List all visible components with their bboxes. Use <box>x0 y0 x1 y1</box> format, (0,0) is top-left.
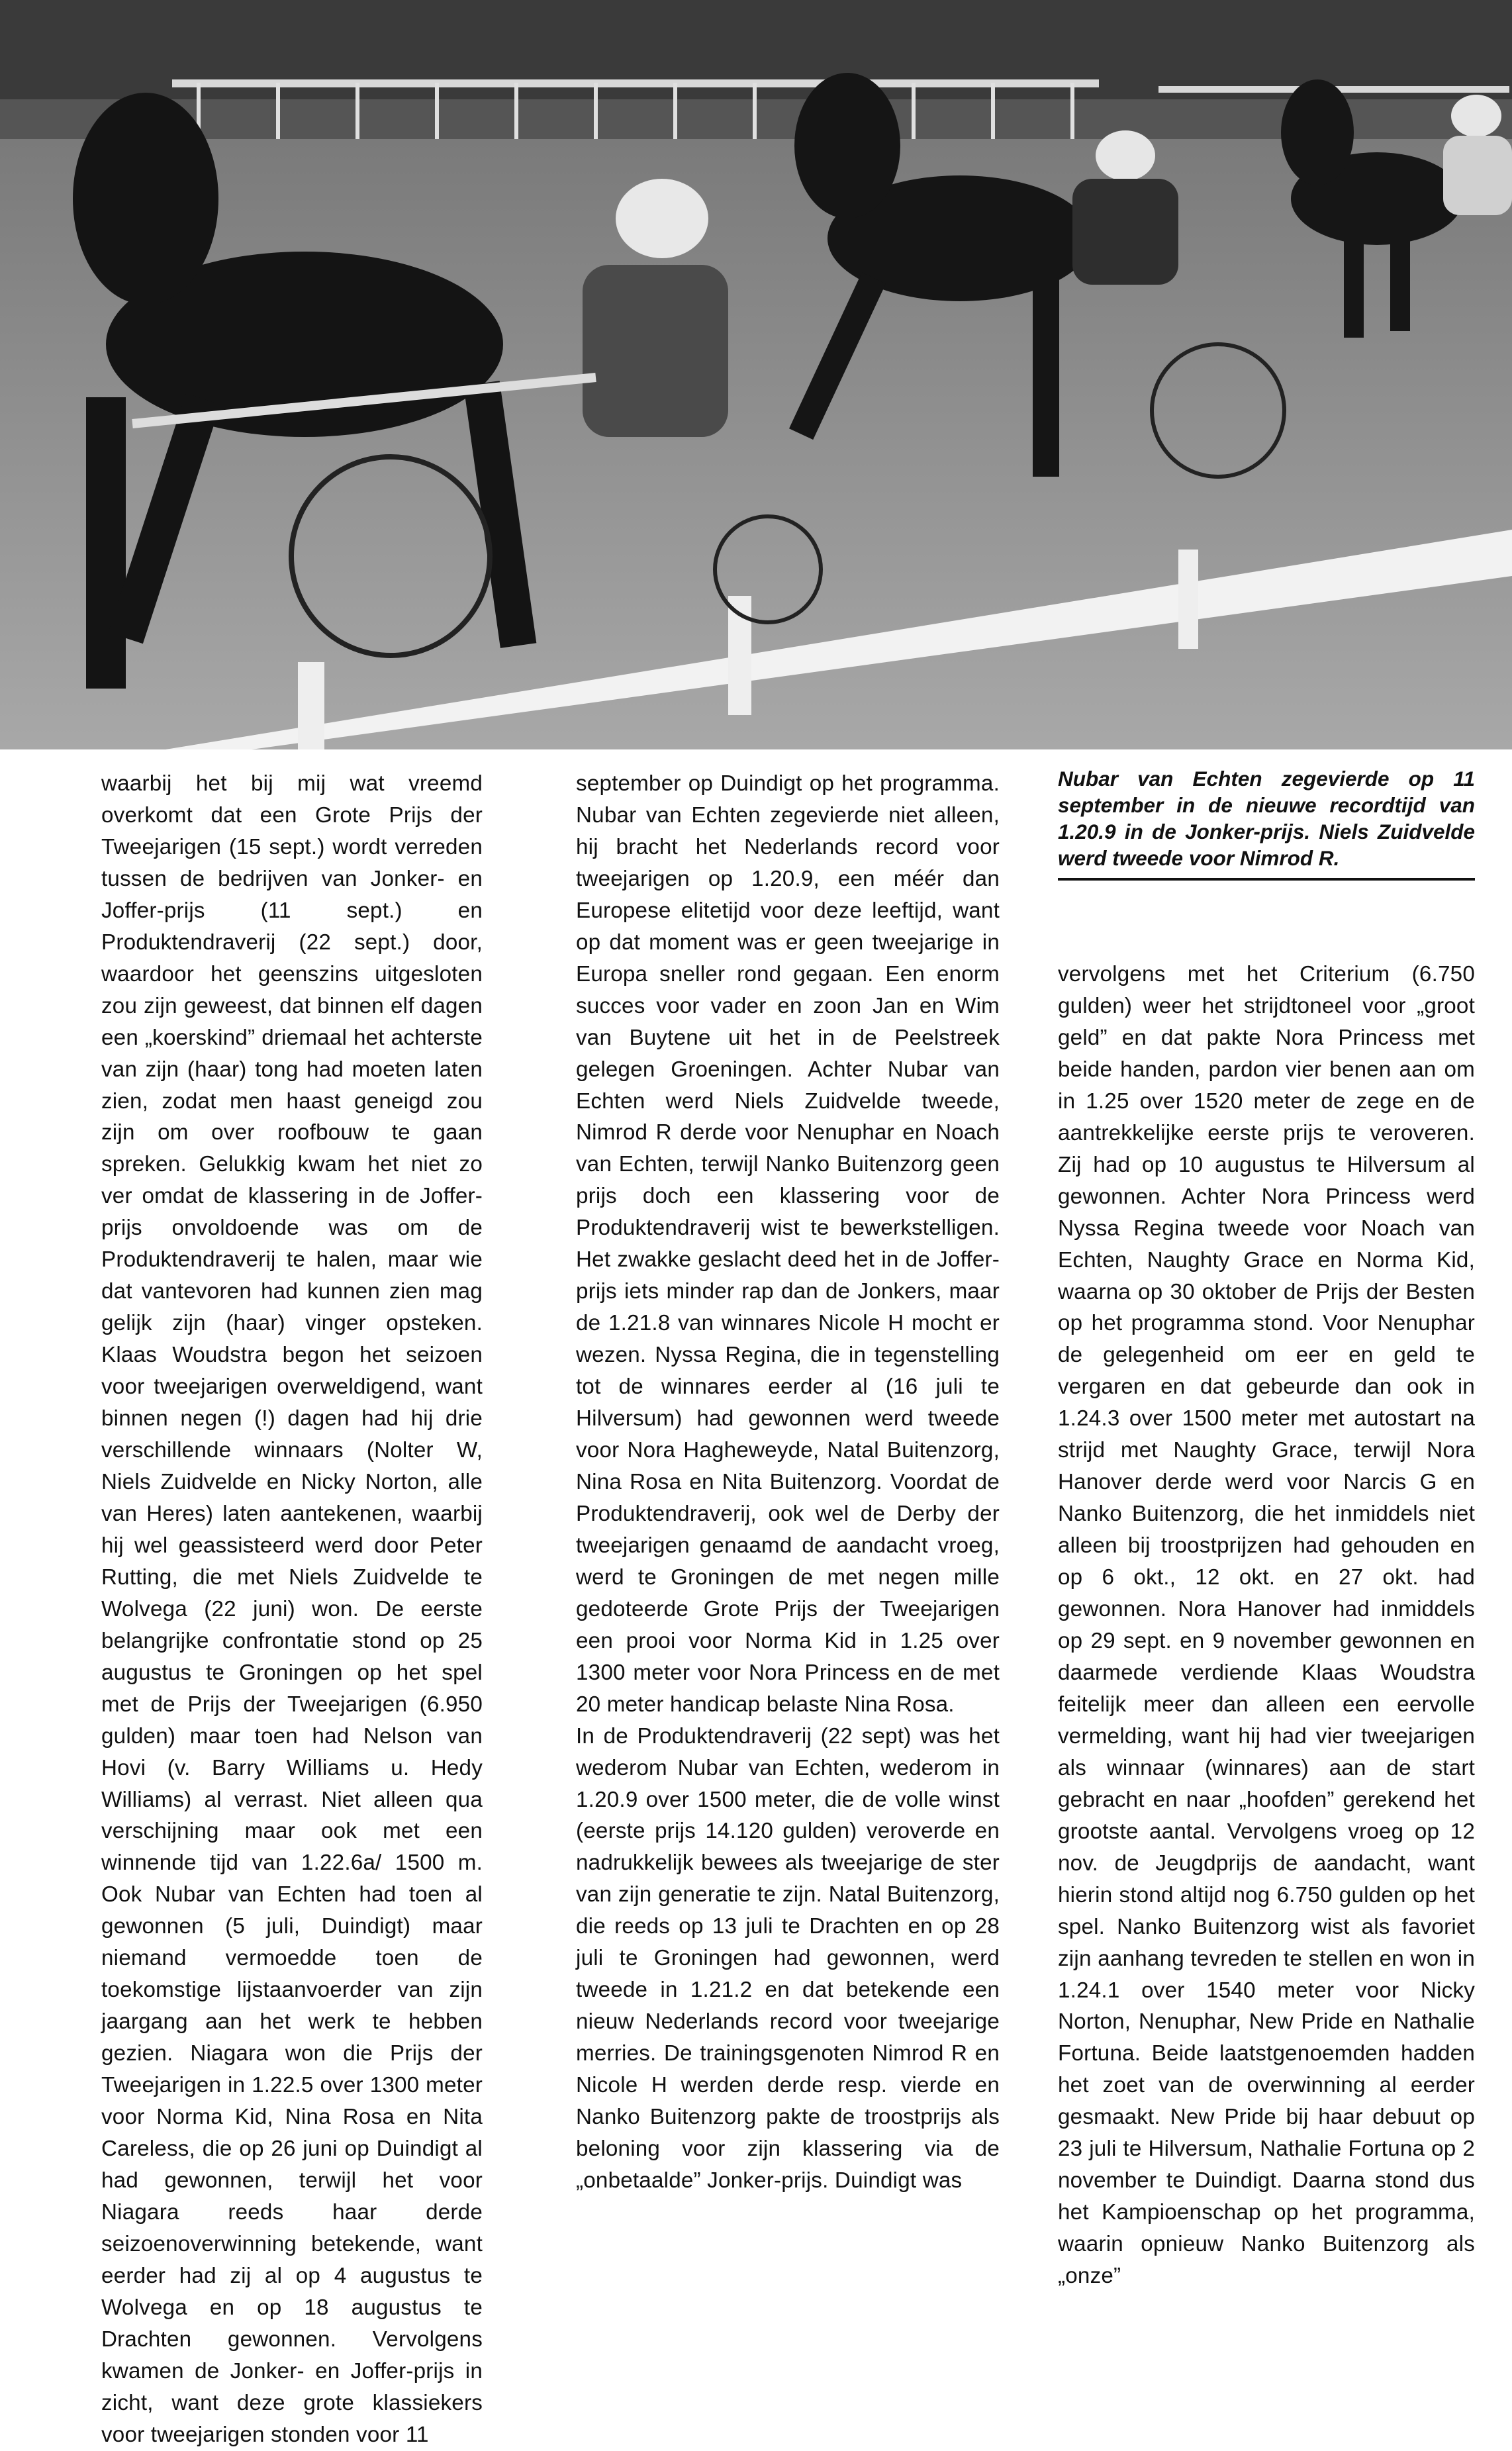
photo-caption: Nubar van Echten zegevierde op 11 september in de nieuwe recordtijd van 1.20.9 in de Jonker-prijs. Niels Zuidvelde werd tweede voor Nimrod R. <box>1058 767 1475 870</box>
harness-racing-photo-icon <box>0 0 1512 749</box>
article-text: waarbij het bij mij wat vreemd overkomt dat een Grote Prijs der Tweejarigen (15 sept.) wordt verreden tussen de bedrijven van Jonker- en Joffer-prijs (11 sept.) en Produktendraverij (22 sept.) door, waardoor het geenszins uitgesloten zou zijn geweest, dat binnen elf dagen een „koerskind” driemaal het achterste van zijn (haar) tong had moeten laten zien, zodat men haast geneigd zou zijn om over roofbouw te gaan spreken. Gelukkig kwam het niet zo ver omdat de klassering in de Joffer-prijs onvoldoende was om de Produktendraverij te halen, maar wie dat vantevoren had kunnen zien mag gelijk zijn (haar) vinger opsteken. Klaas Woudstra begon het seizoen voor tweejarigen overweldigend, want binnen negen (!) dagen had hij drie verschillende winnaars (Nolter W, Niels Zuidvelde en Nicky Norton, alle van Heres) laten aantekenen, waarbij hij wel geassisteerd werd door Peter Rutting, die met Niels Zuidvelde te Wolvega (22 juni) won. De eerste belangrijke confrontatie stond op 25 augustus te Groningen op het spel met de Prijs der Tweejarigen (6.950 gulden) maar toen had Nelson van Hovi (v. Barry Williams u. Hedy Williams) al verrast. Niet alleen qua verschijning maar ook met een winnende tijd van 1.22.6a/ 1500 m. Ook Nubar van Echten had toen al gewonnen (5 juli, Duindigt) maar niemand vermoedde toen de toekomstige lijstaanvoerder van zijn jaargang aan het werk te hebben gezien. Niagara won die Prijs der Tweejarigen in 1.22.5 over 1300 meter voor Norma Kid, Nina Rosa en Nita Careless, die op 26 juni op Duindigt al had gewonnen, terwijl het voor Niagara reeds haar derde seizoenoverwinning betekende, want eerder had zij al op 4 augustus te Wolvega en op 18 augustus te Drachten gewonnen. Vervolgens kwamen de Jonker- en Joffer-prijs in zicht, want deze grote klassiekers voor tweejarigen stonden voor 11 <box>101 771 483 2447</box>
caption-divider <box>1058 878 1475 881</box>
article-column-1 <box>101 768 483 2451</box>
article-column-2 <box>576 768 1000 2197</box>
article-column-3 <box>1058 959 1475 2292</box>
article-text: vervolgens met het Criterium (6.750 gulden) weer het strijdtoneel voor „groot geld” en dat pakte Nora Princess met beide handen, pardon vier benen aan om in 1.25 over 1520 meter de zege en de aantrekkelijke eerste prijs te veroveren. Zij had op 10 augustus te Hilversum al gewonnen. Achter Nora Princess werd Nyssa Regina tweede voor Noach van Echten, Naughty Grace en Norma Kid, waarna op 30 oktober de Prijs der Besten op het programma stond. Voor Nenuphar de gelegenheid om eer en geld te vergaren en dat gebeurde dan ook in 1.24.3 over 1500 meter met autostart na strijd met Naughty Grace, terwijl Nora Hanover derde werd voor Narcis G en Nanko Buitenzorg, die het inmiddels niet alleen bij troostprijzen had gehouden en op 6 okt., 12 okt. en 27 okt. had gewonnen. Nora Hanover had inmiddels op 29 sept. en 9 november gewonnen en daarmede verdiende Klaas Woudstra feitelijk meer dan alleen een eervolle vermelding, want hij had vier tweejarigen als winnaar (winnares) aan de start gebracht en naar „hoofden” gerekend het grootste aantal. Vervolgens vroeg op 12 nov. de Jeugdprijs de aandacht, want hierin stond altijd nog 6.750 gulden op het spel. Nanko Buitenzorg wist als favoriet zijn aanhang tevreden te stellen en won in 1.24.1 over 1540 meter voor Nicky Norton, Nenuphar, New Pride en Nathalie Fortuna. Beide laatstgenoemden hadden het zoet van de overwinning al eerder gesmaakt. New Pride bij haar debuut op 23 juli te Hilversum, Nathalie Fortuna op 2 november te Duindigt. Daarna stond dus het Kampioenschap op het programma, waarin opnieuw Nanko Buitenzorg als „onze” <box>1058 962 1475 2289</box>
article-text: september op Duindigt op het programma. Nubar van Echten zegevierde niet alleen, hij bracht het Nederlands record voor tweejarigen op 1.20.9, een méér dan Europese elitetijd voor deze leeftijd, want op dat moment was er geen tweejarige in Europa sneller rond gegaan. Een enorm succes voor vader en zoon Jan en Wim van Buytene uit het in de Peelstreek gelegen Groeningen. Achter Nubar van Echten werd Niels Zuidvelde tweede, Nimrod R derde voor Nenuphar en Noach van Echten, terwijl Nanko Buitenzorg geen prijs doch een klassering voor de Produktendraverij wist te bewerkstelligen. Het zwakke geslacht deed het in de Joffer-prijs iets minder rap dan de Jonkers, maar de 1.21.8 van winnares Nicole H mocht er wezen. Nyssa Regina, die in tegenstelling tot de winnares eerder al (16 juli te Hilversum) had gewonnen werd tweede voor Nora Hagheweyde, Natal Buitenzorg, Nina Rosa en Nita Buitenzorg. Voordat de Produktendraverij, ook wel de Derby der tweejarigen genaamd de aandacht vroeg, werd te Groningen de met negen mille gedoteerde Grote Prijs der Tweejarigen een prooi voor Norma Kid in 1.25 over 1300 meter voor Nora Princess en de met 20 meter handicap belaste Nina Rosa. In de Produktendraverij (22 sept) was het wederom Nubar van Echten, wederom in 1.20.9 over 1500 meter, die de volle winst (eerste prijs 14.120 gulden) veroverde en nadrukkelijk bewees als tweejarige de ster van zijn generatie te zijn. Natal Buitenzorg, die reeds op 13 juli te Drachten en op 28 juli te Groningen had gewonnen, werd tweede in 1.21.2 en dat betekende een nieuw Nederlands record voor tweejarige merries. De trainingsgenoten Nimrod R en Nicole H werden derde resp. vierde en Nanko Buitenzorg pakte de troostprijs als beloning voor zijn klassering via de „onbetaalde” Jonker-prijs. Duindigt was <box>576 771 1000 2193</box>
harness-racing-photo <box>0 0 1512 749</box>
